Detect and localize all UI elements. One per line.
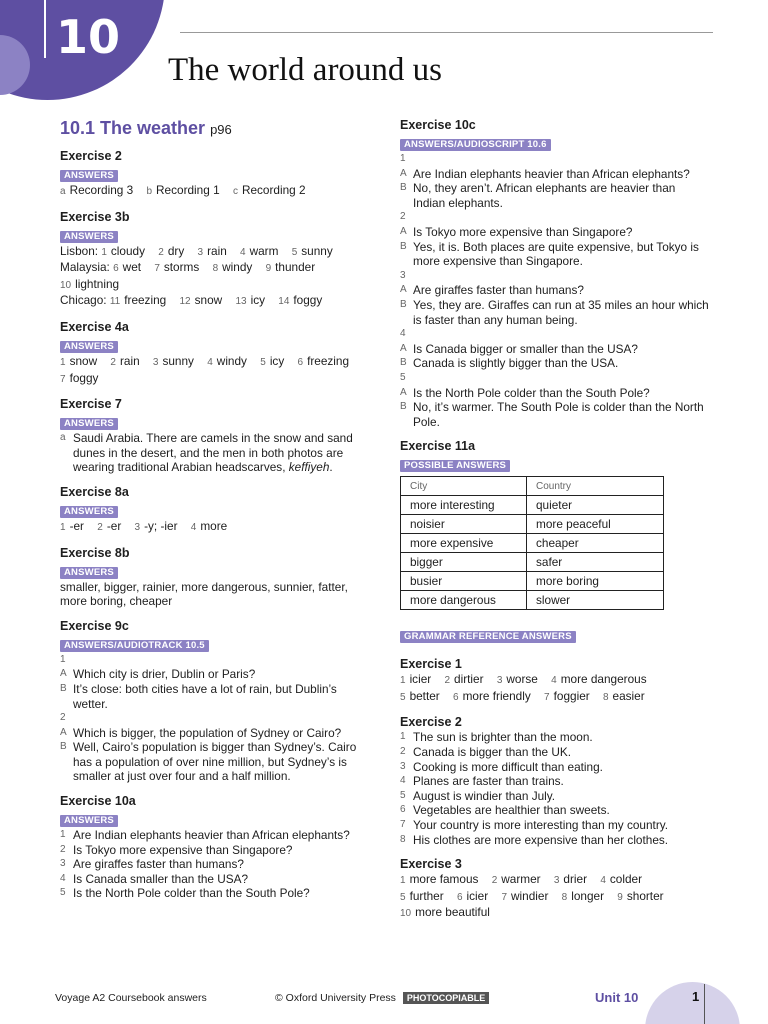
answer-line: Is Tokyo more expensive than Singapore? [413, 224, 633, 239]
item-text: thunder [275, 260, 316, 275]
dialogue-b: B It’s close: both cities have a lot of rain, but Dublin’s wetter. [60, 682, 375, 711]
answer-line [400, 672, 718, 689]
answer-line: smaller, bigger, rainier, more dangerous, sunnier, fatter, [60, 579, 348, 594]
exercise-title: Exercise 3 [400, 857, 462, 872]
item-text: Is Canada smaller than the USA? [73, 871, 249, 886]
table-cell: more boring [527, 572, 664, 591]
comparison-table [400, 476, 664, 610]
exercise-title: Exercise 3b [60, 209, 130, 224]
item-text: Is Tokyo more expensive than Singapore? [73, 842, 293, 857]
item-key: a [60, 186, 66, 197]
item-key: 4 [240, 246, 246, 258]
exercise-title: Exercise 11a [400, 439, 476, 454]
item-text: freezing [307, 353, 350, 368]
exercise-4a [60, 320, 375, 387]
item-key: 6 [453, 691, 459, 703]
item-text: Vegetables are healthier than sweets. [413, 803, 610, 818]
exercise-8b [60, 546, 375, 609]
answer-line: smaller at just over four and a half million. [73, 769, 291, 784]
answers-tag: ANSWERS [60, 506, 118, 518]
item-text: easier [612, 688, 645, 703]
answer-line [60, 277, 375, 294]
table-cell: safer [527, 553, 664, 572]
item-key: 7 [60, 373, 66, 385]
item-text: cloudy [110, 243, 145, 258]
exercise-title: Exercise 7 [60, 397, 122, 412]
answer-lines [60, 580, 375, 609]
answer-lines [60, 519, 375, 536]
answer-line: Is the North Pole colder than the South Pole? [413, 385, 650, 400]
footer-book-title: Voyage A2 Coursebook answers [55, 992, 207, 1004]
item-text: August is windier than July. [413, 788, 556, 803]
item-key: a [60, 432, 66, 444]
answer-line: Is Canada bigger or smaller than the USA? [413, 341, 638, 356]
exercise-title: Exercise 10a [60, 794, 136, 809]
page-title: The world around us [168, 52, 443, 88]
table-row [401, 572, 664, 591]
item-text: more friendly [462, 688, 531, 703]
exercise-title: Exercise 1 [400, 657, 462, 672]
item-text: snow [69, 353, 98, 368]
item-text: foggier [553, 688, 590, 703]
table-cell: more dangerous [401, 591, 527, 610]
item-key: 5 [291, 246, 298, 258]
exercise-7 [60, 397, 375, 475]
possible-answers-tag: POSSIBLE ANSWERS [400, 460, 510, 472]
answer-line: 8 His clothes are more expensive than her clothes. [400, 832, 669, 847]
item-key: 14 [278, 296, 290, 308]
answer-line: It’s close: both cities have a lot of rain, but Dublin’s [73, 681, 337, 696]
answer-line: Indian elephants. [413, 195, 503, 210]
item-text: windy [216, 353, 247, 368]
line-text: wearing traditional Arabian headscarves, [73, 460, 289, 475]
table-cell: noisier [401, 515, 527, 534]
item-key: 1 [400, 675, 406, 687]
answer-line: Are giraffes faster than humans? [413, 283, 584, 298]
table-header-row [401, 477, 664, 496]
italic-term: keffiyeh [288, 460, 330, 475]
item-text: Is the North Pole colder than the South Pole? [73, 886, 310, 901]
item-text: drier [563, 872, 588, 887]
item-text: The sun is brighter than the moon. [413, 730, 593, 745]
answer-line [400, 689, 718, 706]
item-key: 13 [235, 296, 247, 308]
answer-line: Saudi Arabia. There are camels in the snow and sand [73, 431, 353, 446]
exercise-title: Exercise 9c [60, 618, 129, 633]
place-label: Lisbon: [60, 243, 99, 258]
item-text: warmer [501, 872, 541, 887]
item-key: 3 [134, 521, 141, 533]
answer-line: No, they aren’t. African elephants are heavier than [413, 181, 676, 196]
dialogue-b: B Well, Cairo’s population is bigger than Sydney’s. Cairo has a population of over nine million, but Sydney’s is smaller at just over four and a half million. [60, 740, 375, 784]
answer-line [400, 905, 718, 922]
photocopiable-badge: PHOTOCOPIABLE [403, 992, 489, 1004]
table-cell: more peaceful [527, 515, 664, 534]
item-text: rain [119, 353, 140, 368]
table-row [401, 553, 664, 572]
dialogue-b: B No, they aren’t. African elephants are heavier than Indian elephants. [400, 181, 718, 210]
item-text: foggy [69, 370, 99, 385]
answers-tag: ANSWERS [60, 231, 118, 243]
item-key: 7 [501, 891, 507, 903]
item-text: snow [194, 293, 223, 308]
item-key: 10 [60, 279, 72, 291]
exercise-title: Exercise 10c [400, 118, 476, 132]
item-key: 4 [190, 521, 197, 533]
dialogue-b: B No, it’s warmer. The South Pole is colder than the North Pole. [400, 400, 718, 429]
answer-line: 7 Your country is more interesting than my country. [400, 818, 669, 833]
answer-line: Pole. [413, 414, 440, 429]
item-key: 1 [101, 246, 107, 258]
item-key: 6 [456, 891, 463, 903]
item-key: 2 [491, 875, 498, 887]
item-text: Recording 2 [241, 183, 306, 197]
item-key: c [232, 186, 238, 197]
exercise-2 [60, 149, 375, 200]
left-column [60, 118, 375, 911]
item-text: windier [511, 888, 549, 903]
dialogue-a: A Are giraffes faster than humans? [400, 283, 718, 298]
item-key: 3 [553, 875, 560, 887]
exercise-8a [60, 485, 375, 536]
item-key: 3 [496, 675, 503, 687]
exercise-title: Exercise 2 [60, 149, 122, 163]
answer-lines [400, 872, 718, 922]
item-text: -er [106, 518, 122, 533]
table-cell: cheaper [527, 534, 664, 553]
answer-line: 6 Vegetables are healthier than sweets. [400, 803, 610, 818]
item-text: Planes are faster than trains. [413, 774, 564, 789]
item-key: b [146, 186, 153, 197]
answer-line: has a population of over nine million, but Sydney’s is [73, 754, 347, 769]
dialogue-number: 4 [400, 328, 406, 340]
grammar-exercise-3 [400, 857, 718, 922]
exercise-11a [400, 439, 718, 610]
answer-line [73, 460, 375, 475]
answer-lines [60, 244, 375, 310]
answer-lines [60, 183, 375, 200]
answer-line [60, 371, 375, 388]
item-key: 4 [551, 675, 557, 687]
table-cell: busier [401, 572, 527, 591]
answer-line: Which is bigger, the population of Sydney or Cairo? [73, 725, 342, 740]
section-title [60, 118, 375, 139]
answer-line [60, 244, 375, 261]
item-text: Are Indian elephants heavier than African elephants? [73, 828, 350, 843]
item-text: windy [222, 260, 253, 275]
item-key: 2 [444, 675, 451, 687]
answer-line: Well, Cairo’s population is bigger than Sydney’s. Cairo [73, 740, 357, 755]
item-text: worse [506, 672, 538, 687]
answer-line: 2 Canada is bigger than the UK. [400, 745, 572, 760]
answer-line [400, 889, 718, 906]
exercise-title: Exercise 2 [400, 715, 462, 730]
item-key: 8 [212, 263, 219, 275]
item-key: 9 [265, 263, 272, 275]
grammar-exercise-2 [400, 715, 718, 847]
page-number: 1 [692, 989, 700, 1004]
copyright-text: © Oxford University Press [275, 992, 396, 1004]
place-label: Chicago: [60, 293, 107, 308]
answer-line: 1 Are Indian elephants heavier than African elephants? [60, 828, 350, 843]
item-text: Recording 1 [156, 183, 220, 197]
item-key: 2 [158, 246, 164, 258]
right-column [400, 118, 718, 932]
item-text: foggy [293, 293, 323, 308]
dialogue-b: B Yes, they are. Giraffes can run at 35 miles an hour which is faster than any human being. [400, 298, 718, 327]
header-rule [180, 32, 713, 33]
item-text: dry [167, 243, 185, 258]
line-end: . [329, 460, 333, 475]
dialogue [400, 152, 718, 429]
answer-line: 3 Are giraffes faster than humans? [60, 857, 244, 872]
item-text: more dangerous [560, 672, 647, 687]
dialogue-number: 5 [400, 371, 406, 383]
table-row [401, 534, 664, 553]
item-text: freezing [124, 293, 167, 308]
answer-line [60, 183, 375, 200]
answer-paragraph [60, 431, 375, 475]
item-key: 4 [207, 356, 213, 368]
answer-line: more boring, cheaper [60, 594, 173, 609]
grammar-exercise-1 [400, 657, 718, 705]
table-cell: quieter [527, 496, 664, 515]
item-key: 7 [544, 691, 550, 703]
dialogue-a: A Is Canada bigger or smaller than the USA? [400, 342, 718, 357]
item-text: Are giraffes faster than humans? [73, 857, 244, 872]
item-text: dirtier [454, 672, 484, 687]
item-text: colder [609, 872, 643, 887]
item-text: icier [409, 672, 432, 687]
exercise-10c [400, 118, 718, 429]
answer-lines [60, 828, 375, 901]
item-text: icy [269, 353, 285, 368]
dialogue [60, 653, 375, 784]
item-text: icier [466, 888, 489, 903]
dialogue-a: A Which is bigger, the population of Sydney or Cairo? [60, 726, 375, 741]
answers-tag: ANSWERS/AUDIOSCRIPT 10.6 [400, 139, 551, 151]
place-label: Malaysia: [60, 260, 110, 275]
answers-tag: ANSWERS [60, 418, 118, 430]
section-title-text: 10.1 The weather [60, 118, 206, 138]
item-text: Cooking is more difficult than eating. [413, 759, 603, 774]
item-text: rain [207, 243, 227, 258]
answer-lines [400, 730, 718, 847]
answer-line: more expensive than Singapore. [413, 254, 583, 269]
answer-line: 2 Is Tokyo more expensive than Singapore? [60, 842, 293, 857]
item-key: 7 [154, 263, 160, 275]
exercise-3b [60, 210, 375, 310]
item-key: 8 [561, 891, 568, 903]
answer-line: Canada is slightly bigger than the USA. [413, 356, 619, 371]
item-text: better [409, 688, 440, 703]
item-text: storms [163, 260, 200, 275]
item-key: 3 [152, 356, 159, 368]
table-row [401, 496, 664, 515]
exercise-title: Exercise 8a [60, 484, 129, 499]
footer-divider [704, 984, 705, 1024]
column-header: City [401, 477, 527, 496]
answer-line [60, 260, 375, 277]
item-text: Recording 3 [69, 183, 134, 197]
answer-line: 1 The sun is brighter than the moon. [400, 730, 593, 745]
answer-line [60, 519, 375, 536]
item-key: 12 [179, 296, 191, 308]
item-text: icy [250, 293, 265, 308]
dialogue-b: B Yes, it is. Both places are quite expensive, but Tokyo is more expensive than Singapore. [400, 240, 718, 269]
item-key: 11 [109, 296, 121, 308]
item-key: 9 [617, 891, 623, 903]
exercise-title: Exercise 8b [60, 545, 130, 560]
item-key: 2 [110, 356, 116, 368]
dialogue-a: A Which city is drier, Dublin or Paris? [60, 667, 375, 682]
item-key: 8 [602, 691, 609, 703]
item-key: 3 [197, 246, 204, 258]
answer-line: Which city is drier, Dublin or Paris? [73, 667, 256, 682]
answers-tag: ANSWERS/AUDIOTRACK 10.5 [60, 640, 209, 652]
answer-line: 5 August is windier than July. [400, 788, 556, 803]
item-key: 6 [297, 356, 304, 368]
answer-line: dunes in the desert, and the men in both photos are [73, 445, 344, 460]
dialogue-b: B Canada is slightly bigger than the USA. [400, 356, 718, 371]
column-header: Country [527, 477, 664, 496]
table-row [401, 515, 664, 534]
table-cell: more interesting [401, 496, 527, 515]
dialogue-number: 2 [60, 712, 66, 724]
answers-tag: ANSWERS [60, 341, 118, 353]
answer-line [60, 354, 375, 371]
item-text: Your country is more interesting than my country. [413, 818, 669, 833]
answer-lines [400, 672, 718, 705]
item-key: 2 [97, 521, 103, 533]
item-text: shorter [626, 888, 664, 903]
answer-line: Yes, they are. Giraffes can run at 35 miles an hour which [413, 297, 709, 312]
answer-lines [60, 354, 375, 387]
item-text: more beautiful [415, 905, 490, 920]
answer-line: wetter. [73, 696, 108, 711]
answer-line: No, it’s warmer. The South Pole is colder than the North [413, 400, 704, 415]
item-key: 5 [260, 356, 266, 368]
answer-line: 4 Planes are faster than trains. [400, 774, 564, 789]
unit-number: 10 [56, 10, 121, 64]
table-row [401, 591, 664, 610]
answer-line: 3 Cooking is more difficult than eating. [400, 759, 603, 774]
item-text: wet [122, 260, 142, 275]
exercise-9c [60, 619, 375, 784]
dialogue-number: 2 [400, 211, 406, 223]
answers-tag: ANSWERS [60, 567, 118, 579]
item-text: longer [571, 888, 605, 903]
answer-line: Are Indian elephants heavier than African elephants? [413, 166, 690, 181]
item-text: sunny [162, 353, 194, 368]
dialogue-number: 1 [400, 153, 406, 164]
dialogue-number: 1 [60, 653, 66, 665]
dialogue-a: A Are Indian elephants heavier than African elephants? [400, 167, 718, 182]
grammar-reference-tag: GRAMMAR REFERENCE ANSWERS [400, 631, 576, 643]
dialogue-number: 3 [400, 269, 406, 281]
answer-line [60, 293, 375, 310]
answer-line [400, 872, 718, 889]
item-key: 5 [400, 891, 406, 903]
exercise-title: Exercise 4a [60, 319, 129, 334]
corner-divider [44, 0, 46, 58]
answer-line: Yes, it is. Both places are quite expensive, but Tokyo is [413, 239, 699, 254]
exercise-10a [60, 794, 375, 901]
item-key: 10 [400, 908, 412, 920]
answer-line: 4 Is Canada smaller than the USA? [60, 871, 249, 886]
item-key: 4 [600, 875, 606, 887]
item-text: -y; -ier [144, 518, 178, 533]
dialogue-a: A Is Tokyo more expensive than Singapore? [400, 225, 718, 240]
answers-tag: ANSWERS [60, 815, 118, 827]
item-text: more [200, 518, 228, 533]
item-text: more famous [409, 872, 479, 887]
item-text: His clothes are more expensive than her clothes. [413, 832, 669, 847]
item-text: further [409, 888, 444, 903]
item-text: sunny [301, 243, 333, 258]
footer-unit: Unit 10 [595, 990, 639, 1005]
table-cell: more expensive [401, 534, 527, 553]
item-text: warm [249, 243, 279, 258]
item-key: 1 [400, 875, 406, 887]
dialogue-a: A Is the North Pole colder than the South Pole? [400, 386, 718, 401]
table-cell: bigger [401, 553, 527, 572]
item-key: 1 [60, 356, 66, 368]
footer-copyright [275, 992, 489, 1004]
item-text: -er [69, 518, 84, 533]
item-key: 5 [400, 691, 406, 703]
item-key: 1 [60, 521, 66, 533]
item-key: 6 [113, 263, 119, 275]
table-cell: slower [527, 591, 664, 610]
answer-line: is faster than any human being. [413, 312, 578, 327]
answer-line: 5 Is the North Pole colder than the South Pole? [60, 886, 310, 901]
section-page-ref: p96 [210, 122, 232, 137]
item-text: Canada is bigger than the UK. [413, 745, 572, 760]
answers-tag: ANSWERS [60, 170, 118, 182]
item-text: lightning [75, 276, 120, 291]
